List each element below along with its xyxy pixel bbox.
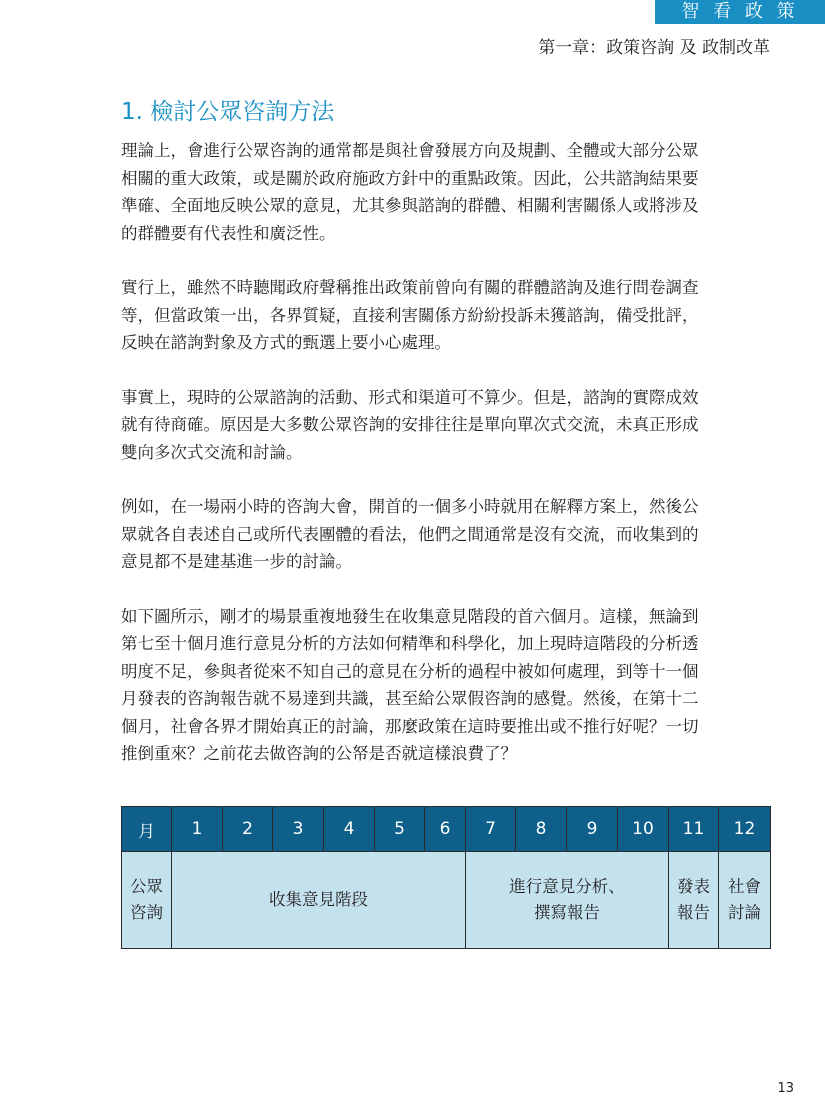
paragraph-5	[121, 603, 771, 768]
cell-line: 報告	[677, 903, 710, 922]
paragraph-1	[121, 137, 771, 247]
cell-line: 進行意見分析、	[509, 877, 625, 896]
text-line: 第七至十個月進行意見分析的方法如何精準和科學化，加上現時這階段的分析透	[121, 634, 699, 653]
text-line: 就有待商確。原因是大多數公眾咨詢的安排往往是單向單次式交流，未真正形成	[121, 415, 699, 434]
month-cell: 7	[466, 807, 516, 852]
chapter-heading: 第一章：政策咨詢 及 政制改革	[538, 38, 770, 58]
text-line: 反映在諮詢對象及方式的甄選上要小心處理。	[121, 333, 451, 352]
text-line: 事實上，現時的公眾諮詢的活動、形式和渠道可不算少。但是，諮詢的實際成效	[121, 387, 699, 407]
month-cell: 2	[223, 807, 273, 852]
month-cell: 8	[516, 807, 567, 852]
month-cell: 9	[567, 807, 618, 852]
cell-line: 公眾	[130, 877, 163, 896]
text-line: 理論上，會進行公眾咨詢的通常都是與社會發展方向及規劃、全體或大部分公眾	[121, 141, 699, 160]
table-row	[122, 852, 771, 949]
cell-line: 收集意見階段	[269, 890, 368, 909]
paragraph-3	[121, 384, 771, 467]
cell-line: 發表	[677, 877, 710, 896]
month-cell: 11	[669, 807, 719, 852]
month-cell: 10	[618, 807, 669, 852]
text-line: 推倒重來？之前花去做咨詢的公帑是否就這樣浪費了？	[121, 744, 517, 763]
paragraph-4	[121, 493, 771, 576]
phase-collect-cell	[172, 852, 466, 949]
month-cell: 6	[425, 807, 466, 852]
paragraph-2	[121, 274, 771, 357]
text-line: 實行上，雖然不時聽聞政府聲稱推出政策前曾向有關的群體諮詢及進行問卷調查	[121, 278, 699, 297]
month-header-cell: 月	[122, 807, 172, 852]
text-line: 相關的重大政策，或是關於政府施政方針中的重點政策。因此，公共諮詢結果要	[121, 168, 699, 188]
consultation-timeline-table	[121, 806, 771, 949]
cell-line: 咨詢	[130, 903, 163, 922]
text-line: 雙向多次式交流和討論。	[121, 442, 303, 462]
text-line: 等，但當政策一出，各界質疑，直接利害關係方紛紛投訴未獲諮詢，備受批評，	[121, 305, 699, 325]
phase-report-cell	[669, 852, 719, 949]
text-line: 的群體要有代表性和廣泛性。	[121, 223, 336, 243]
body-text	[121, 137, 771, 795]
text-line: 準確、全面地反映公眾的意見，尤其參與諮詢的群體、相關利害關係人或將涉及	[121, 196, 699, 215]
month-cell: 3	[273, 807, 324, 852]
cell-line: 討論	[728, 903, 761, 922]
month-cell: 4	[324, 807, 375, 852]
page-number: 13	[777, 1081, 794, 1096]
text-line: 個月，社會各界才開始真正的討論，那麼政策在這時要推出或不推行好呢？一切	[121, 716, 699, 736]
month-cell: 5	[375, 807, 425, 852]
phase-analysis-cell	[466, 852, 669, 949]
text-line: 眾就各自表述自己或所代表團體的看法，他們之間通常是沒有交流，而收集到的	[121, 524, 699, 544]
text-line: 如下圖所示，剛才的場景重複地發生在收集意見階段的首六個月。這樣，無論到	[121, 606, 699, 626]
row-label-cell	[122, 852, 172, 949]
brand-tab: 智 看 政 策	[655, 0, 825, 24]
month-cell: 1	[172, 807, 223, 852]
table-header-row	[122, 807, 771, 852]
text-line: 意見都不是建基進一步的討論。	[121, 552, 352, 571]
text-line: 例如，在一場兩小時的咨詢大會，開首的一個多小時就用在解釋方案上，然後公	[121, 497, 699, 516]
text-line: 明度不足，參與者從來不知自己的意見在分析的過程中被如何處理，到等十一個	[121, 661, 699, 681]
section-title: 1. 檢討公眾咨詢方法	[121, 99, 335, 125]
month-cell: 12	[719, 807, 771, 852]
cell-line: 撰寫報告	[534, 903, 600, 922]
text-line: 月發表的咨詢報告就不易達到共識，甚至給公眾假咨詢的感覺。然後，在第十二	[121, 689, 699, 708]
cell-line: 社會	[728, 877, 761, 896]
phase-discussion-cell	[719, 852, 771, 949]
